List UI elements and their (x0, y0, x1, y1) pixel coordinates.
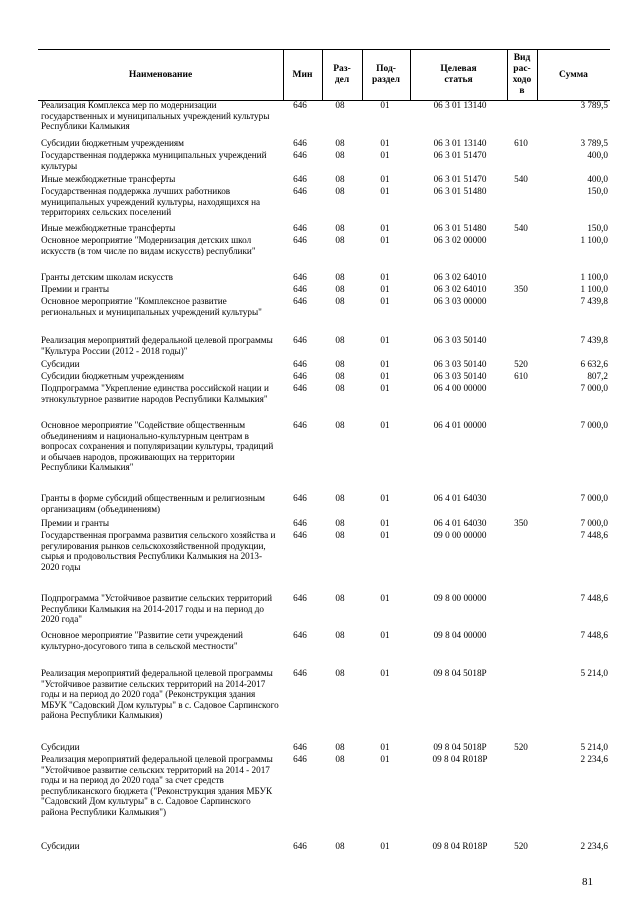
page-number: 81 (582, 876, 593, 888)
header-podrazdel: Под- раздел (371, 64, 401, 85)
header-vid-rashodov: Вид рас- ходо в (512, 53, 532, 96)
table-header (38, 49, 610, 101)
header-name: Наименование (128, 69, 193, 80)
document-page: Наименование Мин Раз- дел Под- раздел Целевая статья Вид рас- ходо в Сумма Реализация Комплекса мер по модернизации государственных и муниципальных учреждений культуры Республики Калмыкия 646 08 01 06 3 01 13140 3 789,5 Субсидии бюджетным учреждениям 646 08 01 06 3 01 13140 610 3 789,5 Государственная поддержка муниципальных учреждений культуры 646 08 01 06 3 01 51470 400,0 Иные межбюджетные трансферты 646 08 01 06 3 01 51470 540 400,0 Государственная поддержка лучших работников муниципальных учреждений культуры, находящихся на территориях сельских поселений 646 08 01 06 3 01 51480 150,0 Иные межбюджетные трансферты 646 08 01 06 3 01 51480 540 150,0 Основное мероприятие "Модернизация детских школ искусств (в том числе по видам искусств) республики" 646 08 01 06 3 02 00000 1 100,0 Гранты детским школам искусств 646 08 01 06 3 02 64010 1 100,0 Премии и гранты 646 08 01 06 3 02 64010 350 1 100,0 Основное мероприятие "Комплексное развитие региональных и муниципальных учреждений культуры" 646 08 01 06 3 03 00000 7 439,8 Реализация мероприятий федеральной целевой программы "Культура России (2012 - 2018 годы)" 646 08 01 06 3 03 50140 7 439,8 Субсидии 646 08 01 06 3 03 50140 520 6 632,6 Субсидии бюджетным учреждениям 646 08 01 06 3 03 50140 610 807,2 Подпрограмма "Укрепление единства российской нации и этнокультурное развитие народов Республики Калмыкия" 646 08 01 06 4 00 00000 7 000,0 Основное мероприятие "Содействие общественным объединениям и национально-культурным центрам в вопросах сохранения и популяризации культуры, традиций и обычаев народов, проживающих на территории Республики Калмыкия" 646 08 01 06 4 01 00000 7 000,0 Гранты в форме субсидий общественным и религиозным организациям (объединениям) 646 08 01 06 4 01 64030 7 000,0 Премии и гранты 646 08 01 06 4 01 64030 350 7 000,0 Государственная программа развития сельского хозяйства и регулирования рынков сельскохозяйственной продукции, сырья и продовольствия Республики Калмыкия на 2013-2020 годы 646 08 01 09 0 00 00000 7 448,6 Подпрограмма "Устойчивое развитие сельских территорий Республики Калмыкия на 2014-2017 годы и на период до 2020 года" 646 08 01 09 8 00 00000 7 448,6 Основное мероприятие "Развитие сети учреждений культурно-досугового типа в сельской местности" 646 08 01 09 8 04 00000 7 448,6 Реализация мероприятий федеральной целевой программы "Устойчивое развитие сельских территорий на 2014-2017 годы и на период до 2020 года" (Реконструкция здания МБУК "Садовский Дом культуры" в с. Садовое Сарпинского района Республики Калмыкия) 646 08 01 09 8 04 5018Р 5 214,0 Субсидии 646 08 01 09 8 04 5018Р 520 5 214,0 Реализация мероприятий федеральной целевой программы "Устойчивое развитие сельских территорий на 2014 - 2017 годы и на период до 2020 года" за счет средств республиканского бюджета ("Реконструкция здания МБУК "Садовский Дом культуры" в с. Садовое Сарпинского района Республики Калмыкия") 646 08 01 09 8 04 R018Р 2 234,6 Субсидии 646 08 01 09 8 04 R018Р 520 2 234,6 81 (0, 0, 640, 905)
header-celevaya-statya: Целевая статья (440, 64, 477, 85)
header-summa: Сумма (559, 69, 588, 80)
header-razdel: Раз- дел (333, 64, 351, 85)
header-min: Мин (292, 69, 313, 80)
